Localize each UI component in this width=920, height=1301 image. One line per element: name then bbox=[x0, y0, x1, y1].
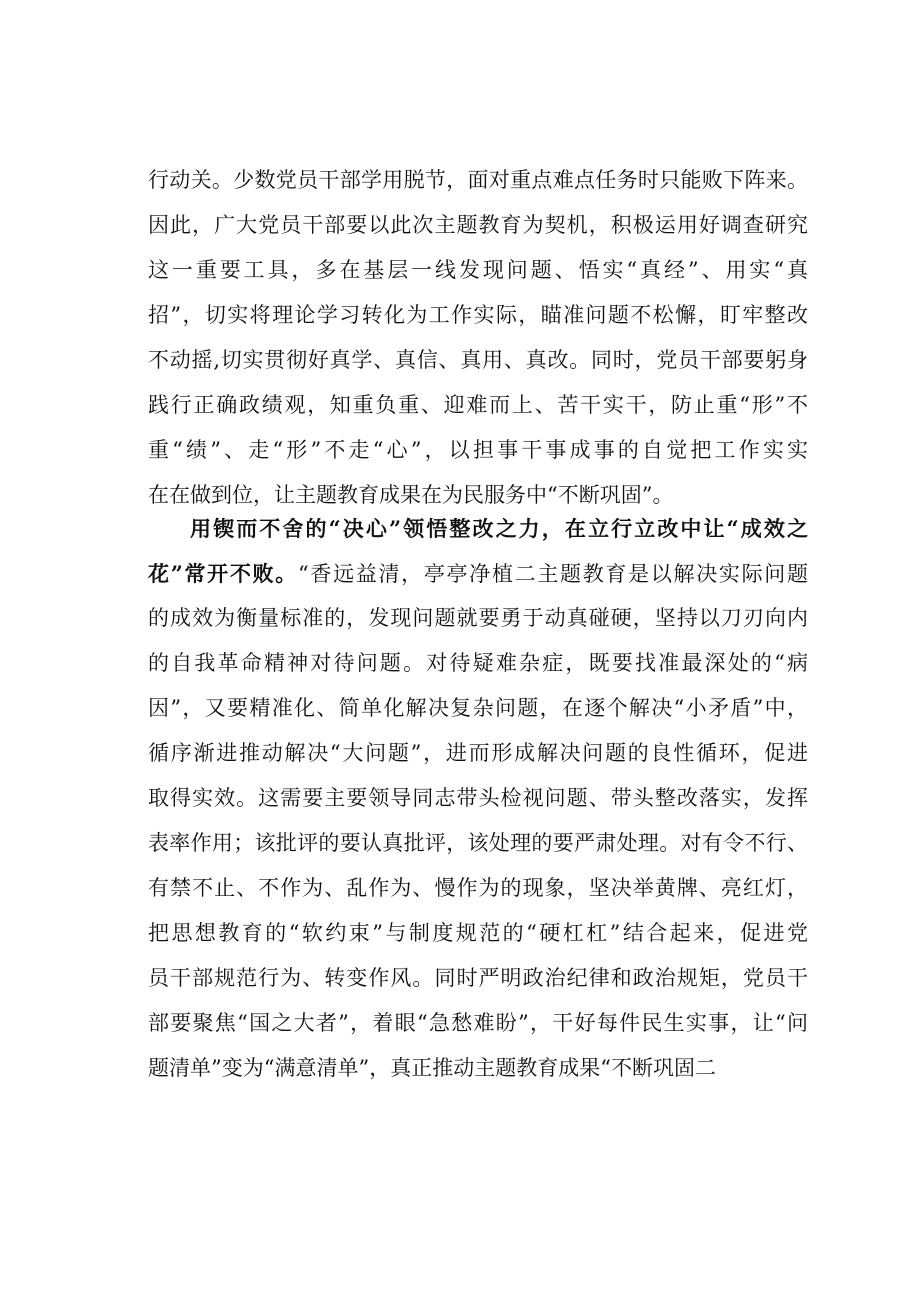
paragraph-line-mixed bbox=[148, 551, 808, 596]
paragraph-line: 因”，又要精准化、简单化解决复杂问题，在逐个解决“小矛盾”中， bbox=[148, 696, 808, 720]
paragraph-line: 把思想教育的“软约束”与制度规范的“硬杠杠”结合起来，促进党 bbox=[148, 921, 808, 945]
paragraph-line: 表率作用；该批评的要认真批评，该处理的要严肃处理。对有令不行、 bbox=[148, 831, 808, 855]
paragraph-line: 的自我革命精神对待问题。对待疑难杂症，既要找准最深处的“病 bbox=[148, 651, 808, 675]
paragraph-line: 取得实效。这需要主要领导同志带头检视问题、带头整改落实，发挥 bbox=[148, 786, 808, 810]
paragraph-2 bbox=[148, 506, 808, 1091]
paragraph-1 bbox=[148, 158, 808, 518]
paragraph-line: 有禁不止、不作为、乱作为、慢作为的现象，坚决举黄牌、亮红灯， bbox=[148, 876, 808, 900]
paragraph-line: 循序渐进推动解决“大问题”，进而形成解决问题的良性循环，促进 bbox=[148, 741, 808, 765]
paragraph-line: 重“绩”、走“形”不走“心”，以担事干事成事的自觉把工作实实 bbox=[148, 438, 808, 462]
paragraph-lead-heading: 用锲而不舍的“决心”领悟整改之力，在立行立改中让“成效之 bbox=[190, 516, 808, 541]
paragraph-line: 题清单”变为“满意清单”，真正推动主题教育成果“不断巩固二 bbox=[148, 1056, 716, 1080]
paragraph-line: 这一重要工具，多在基层一线发现问题、悟实“真经”、用实“真 bbox=[148, 258, 808, 282]
paragraph-line: 不动摇,切实贯彻好真学、真信、真用、真改。同时，党员干部要躬身 bbox=[148, 348, 808, 372]
paragraph-line: 的成效为衡量标准的，发现问题就要勇于动真碰硬，坚持以刀刃向内 bbox=[148, 606, 808, 630]
paragraph-line: 践行正确政绩观，知重负重、迎难而上、苦干实干，防止重“形”不 bbox=[148, 393, 808, 417]
paragraph-line: 因此，广大党员干部要以此次主题教育为契机，积极运用好调查研究 bbox=[148, 213, 808, 237]
paragraph-line: 招”，切实将理论学习转化为工作实际，瞄准问题不松懈，盯牢整改 bbox=[148, 303, 808, 327]
paragraph-line: 部要聚焦“国之大者”，着眼“急愁难盼”，干好每件民生实事，让“问 bbox=[148, 1011, 808, 1035]
paragraph-line: 行动关。少数党员干部学用脱节，面对重点难点任务时只能败下阵来。 bbox=[148, 168, 808, 192]
paragraph-line-text: “香远益清，亭亭净植二主题教育是以解决实际问题 bbox=[297, 562, 808, 586]
paragraph-line: 在在做到位，让主题教育成果在为民服务中“不断巩固”。 bbox=[148, 483, 674, 507]
paragraph-line: 员干部规范行为、转变作风。同时严明政治纪律和政治规矩，党员干 bbox=[148, 966, 808, 990]
paragraph-lead-heading-end: 花”常开不败。 bbox=[148, 561, 298, 586]
